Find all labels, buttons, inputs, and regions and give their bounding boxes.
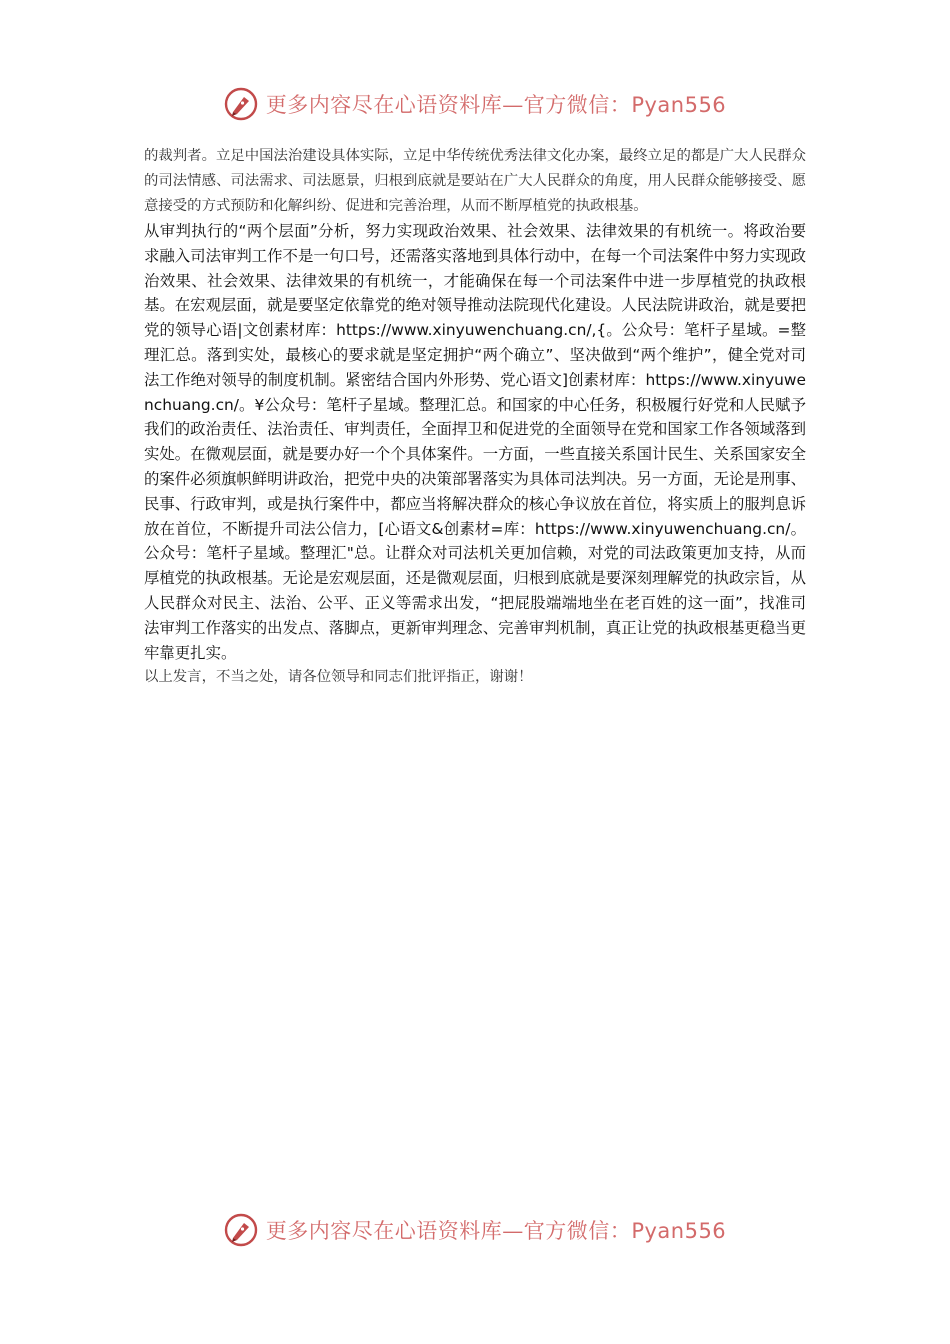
paragraph-continuation: 的裁判者。立足中国法治建设具体实际，立足中华传统优秀法律文化办案，最终立足的都是广大人民群众的司法情感、司法需求、司法愿景，归根到底就是要站在广大人民群众的角度，用人民群众能够接受、愿意接受的方式预防和化解纠纷、促进和完善治理，从而不断厚植党的执政根基。 bbox=[144, 148, 806, 214]
watermark-handle: Pyan556 bbox=[631, 1219, 727, 1243]
header-watermark bbox=[0, 82, 950, 126]
watermark-text bbox=[266, 89, 726, 119]
footer-watermark bbox=[0, 1208, 950, 1252]
watermark-text bbox=[266, 1215, 726, 1245]
paragraph-two-levels: 从审判执行的“两个层面”分析，努力实现政治效果、社会效果、法律效果的有机统一。将政治要求融入司法审判工作不是一句口号，还需落实落地到具体行动中，在每一个司法案件中努力实现政治效果、社会效果、法律效果的有机统一，才能确保在每一个司法案件中进一步厚植党的执政根基。在宏观层面，就是要坚定依靠党的绝对领导推动法院现代化建设。人民法院讲政治，就是要把党的领导心语|文创素材库：https://www.xinyuwenchuang.cn/,{。公众号：笔杆子星域。=整理汇总。落到实处，最核心的要求就是坚定拥护“两个确立”、坚决做到“两个维护”，健全党对司法工作绝对领导的制度机制。紧密结合国内外形势、党心语文]创素材库：https://www.xinyuwenchuang.cn/。¥公众号：笔杆子星域。整理汇总。和国家的中心任务，积极履行好党和人民赋予我们的政治责任、法治责任、审判责任，全面捍卫和促进党的全面领导在党和国家工作各领域落到实处。在微观层面，就是要办好一个个具体案件。一方面，一些直接关系国计民生、关系国家安全的案件必须旗帜鲜明讲政治，把党中央的决策部署落实为具体司法判决。另一方面，无论是刑事、民事、行政审判，或是执行案件中，都应当将解决群众的核心争议放在首位，将实质上的服判息诉放在首位，不断提升司法公信力，[心语文&创素材=库：https://www.xinyuwenchuang.cn/。公众号：笔杆子星域。整理汇"总。让群众对司法机关更加信赖，对党的司法政策更加支持，从而厚植党的执政根基。无论是宏观层面，还是微观层面，归根到底就是要深刻理解党的执政宗旨，从人民群众对民主、法治、公平、正义等需求出发，“把屁股端端地坐在老百姓的这一面”，找准司法审判工作落实的出发点、落脚点，更新审判理念、完善审判机制，真正让党的执政根基更稳当更牢靠更扎实。 bbox=[144, 222, 806, 662]
watermark-handle: Pyan556 bbox=[631, 93, 727, 117]
paragraph-closing: 以上发言，不当之处，请各位领导和同志们批评指正，谢谢！ bbox=[144, 669, 533, 686]
watermark-label: 更多内容尽在心语资料库—官方微信： bbox=[265, 1219, 632, 1243]
watermark-label: 更多内容尽在心语资料库—官方微信： bbox=[265, 93, 632, 117]
pen-nib-logo-icon bbox=[224, 87, 258, 121]
document-body bbox=[144, 144, 806, 690]
pen-nib-logo-icon bbox=[224, 1213, 258, 1247]
